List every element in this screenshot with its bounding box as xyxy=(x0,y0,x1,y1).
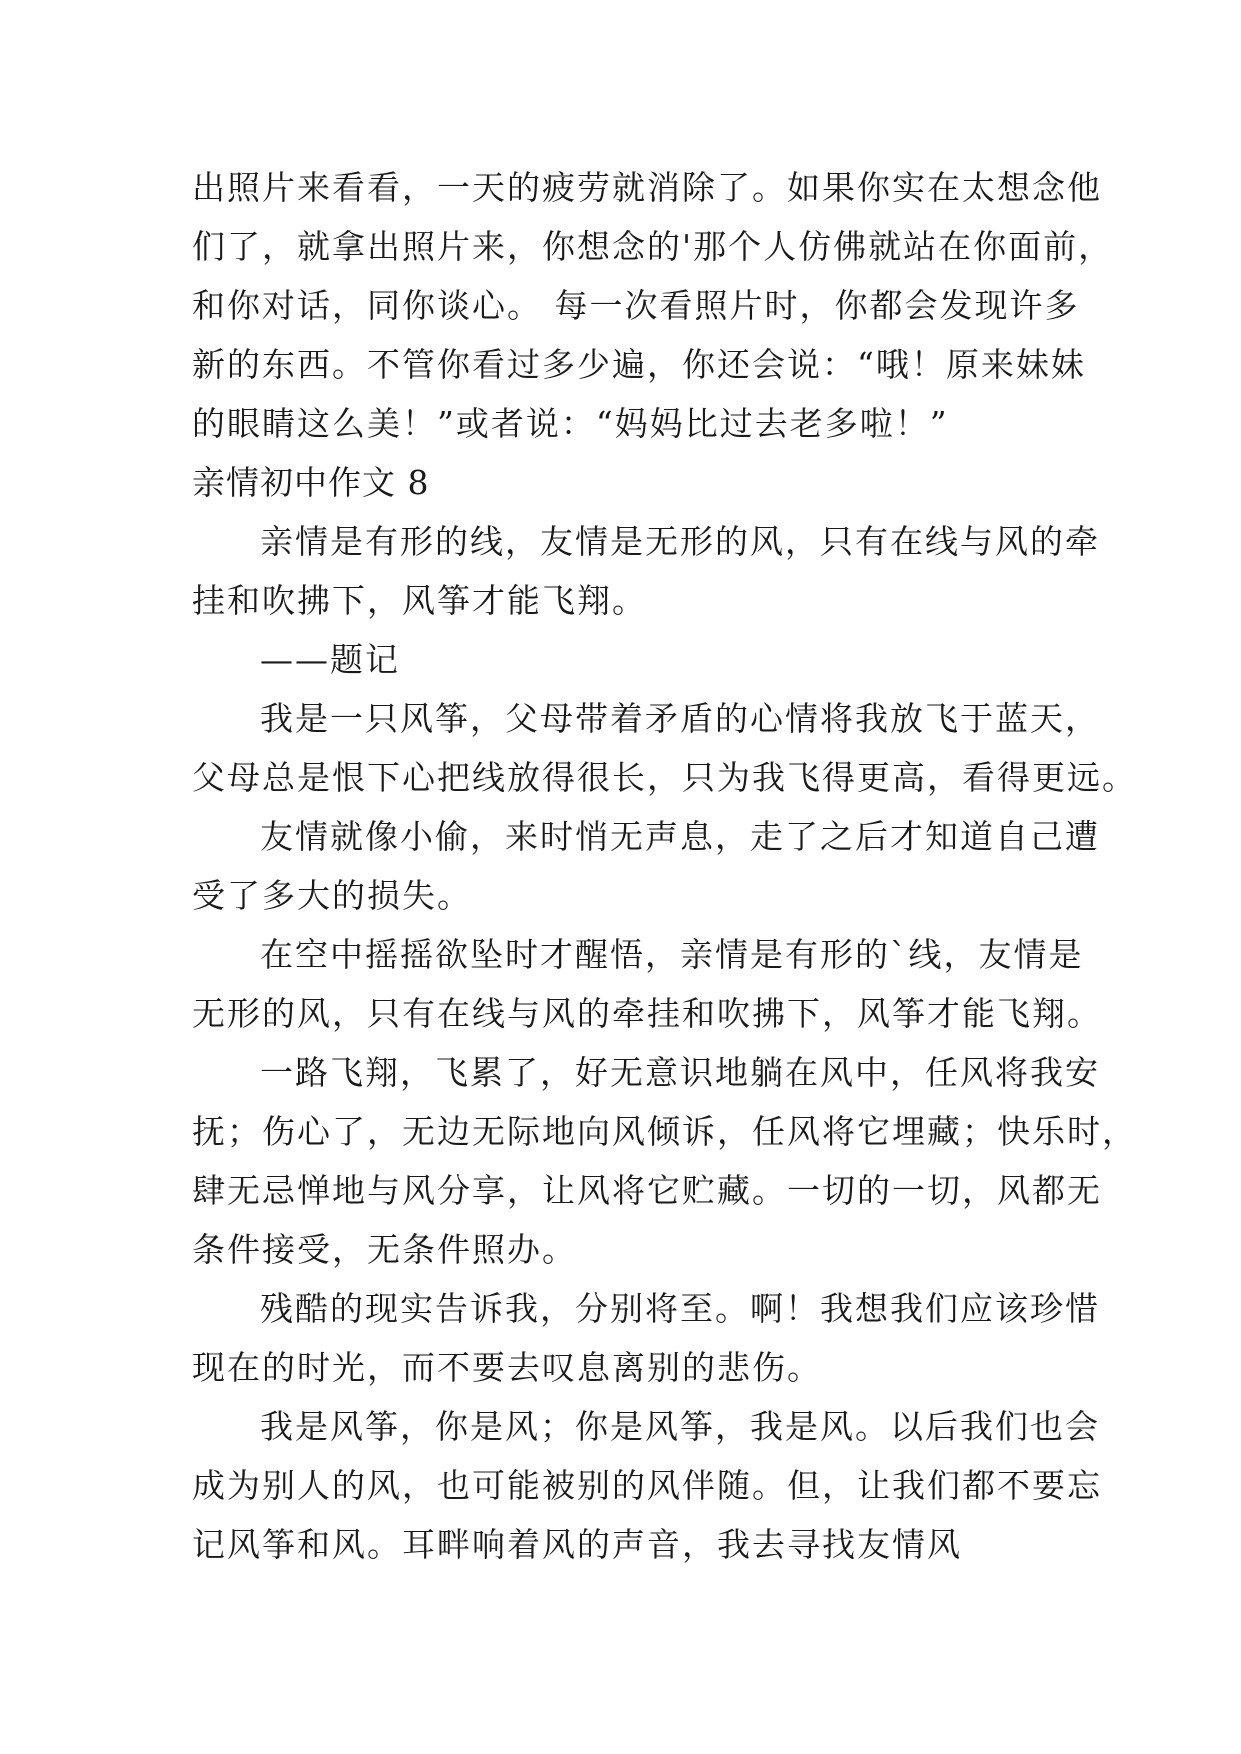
text-line: 友情就像小偷，来时悄无声息，走了之后才知道自己遭 xyxy=(260,817,1100,856)
text-line: 亲情是有形的线，友情是无形的风，只有在线与风的牵 xyxy=(260,522,1100,561)
text-line: 我是风筝，你是风；你是风筝，我是风。以后我们也会 xyxy=(260,1407,1100,1446)
section-heading: 亲情初中作文 8 xyxy=(192,463,430,502)
paragraph-2 xyxy=(192,807,1100,925)
text-line: 抚；伤心了，无边无际地向风倾诉，任风将它埋藏；快乐时， xyxy=(192,1112,1137,1151)
text-line: 们了，就拿出照片来，你想念的'那个人仿佛就站在你面前， xyxy=(192,227,1114,266)
text-line: 父母总是恨下心把线放得很长，只为我飞得更高，看得更远。 xyxy=(192,758,1137,797)
text-line: 现在的时光，而不要去叹息离别的悲伤。 xyxy=(192,1348,822,1387)
text-line: 在空中摇摇欲坠时才醒悟，亲情是有形的`线，友情是 xyxy=(260,935,1084,974)
paragraph-1 xyxy=(192,689,1137,807)
text-line: 肆无忌惮地与风分享，让风将它贮藏。一切的一切，风都无 xyxy=(192,1171,1102,1210)
paragraph-5 xyxy=(192,1279,1100,1397)
epigraph xyxy=(192,512,1100,630)
text-line: 无形的风，只有在线与风的牵挂和吹拂下，风筝才能飞翔。 xyxy=(192,994,1102,1033)
text-line: 挂和吹拂下，风筝才能飞翔。 xyxy=(192,581,647,620)
text-line: 记风筝和风。耳畔响着风的声音，我去寻找友情风 xyxy=(192,1525,962,1564)
text-line: 新的东西。不管你看过多少遍，你还会说：“哦！原来妹妹 xyxy=(192,345,1086,384)
text-line: 成为别人的风，也可能被别的风伴随。但，让我们都不要忘 xyxy=(192,1466,1102,1505)
text-line: 的眼睛这么美！”或者说：“妈妈比过去老多啦！” xyxy=(192,404,949,443)
paragraph-6 xyxy=(192,1397,1102,1574)
text-line: 条件接受，无条件照办。 xyxy=(192,1230,577,1269)
document-page xyxy=(192,158,1137,1574)
paragraph-4 xyxy=(192,1043,1137,1279)
text-line: 出照片来看看，一天的疲劳就消除了。如果你实在太想念他 xyxy=(192,168,1102,207)
intro-paragraph xyxy=(192,158,1114,453)
text-line: 残酷的现实告诉我，分别将至。啊！我想我们应该珍惜 xyxy=(260,1289,1100,1328)
text-line: 一路飞翔，飞累了，好无意识地躺在风中，任风将我安 xyxy=(260,1053,1100,1092)
paragraph-3 xyxy=(192,925,1102,1043)
epigraph-source: ——题记 xyxy=(260,640,400,679)
text-line: 我是一只风筝，父母带着矛盾的心情将我放飞于蓝天， xyxy=(260,699,1100,738)
text-line: 受了多大的损失。 xyxy=(192,876,472,915)
text-line: 和你对话，同你谈心。 每一次看照片时，你都会发现许多 xyxy=(192,286,1080,325)
